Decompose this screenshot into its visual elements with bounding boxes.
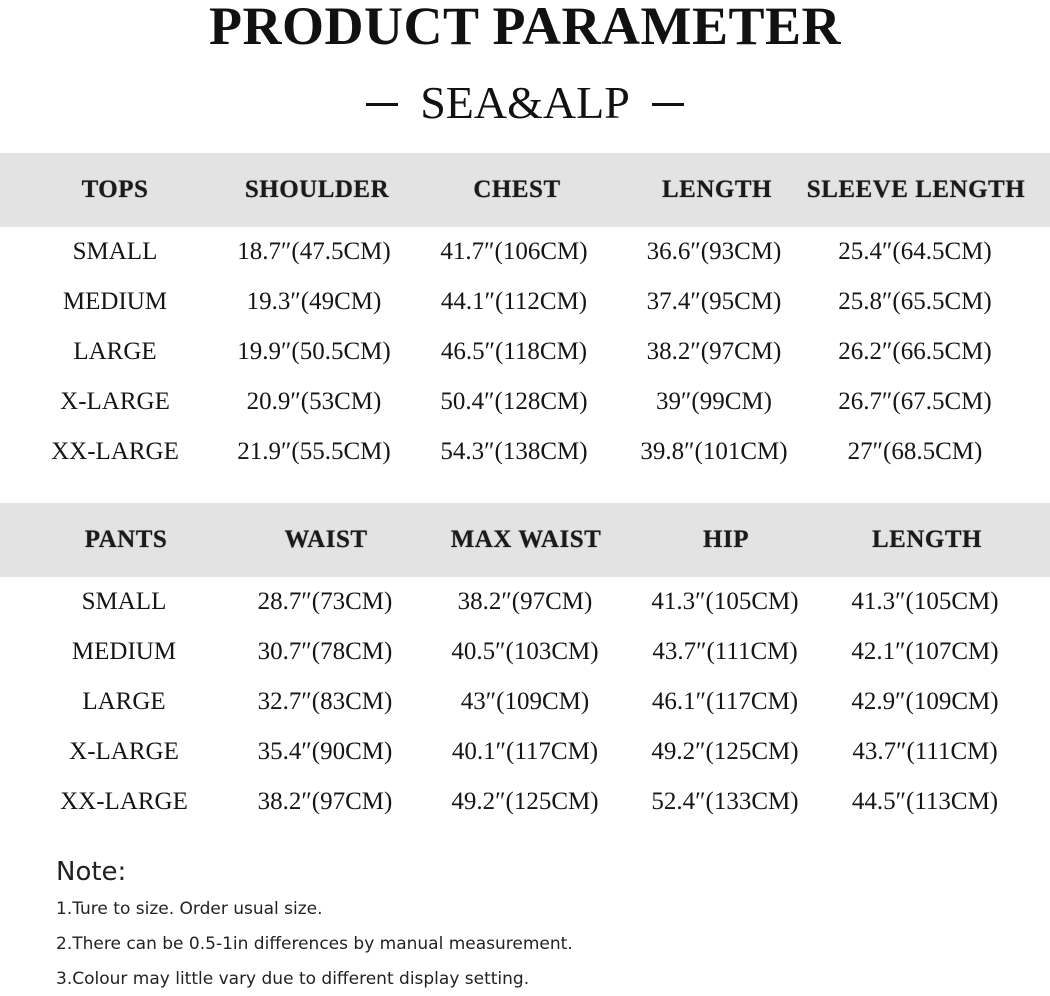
table-cell: 49.2″(125CM): [651, 738, 799, 765]
table-cell: 43.7″(111CM): [852, 738, 998, 765]
table-cell: 30.7″(78CM): [257, 638, 393, 665]
size-label: SMALL: [72, 238, 158, 265]
table-cell: 28.7″(73CM): [257, 588, 393, 615]
table-row: [0, 277, 1050, 327]
table-cell: 43.7″(111CM): [652, 638, 798, 665]
table-cell: 25.8″(65.5CM): [838, 288, 992, 315]
size-label: X-LARGE: [69, 738, 179, 765]
tops-col-header-size: TOPS: [81, 176, 149, 203]
pants-col-header-hip: HIP: [703, 526, 749, 553]
table-cell: 46.1″(117CM): [651, 688, 799, 715]
table-cell: 26.2″(66.5CM): [838, 338, 992, 365]
table-cell: 41.7″(106CM): [440, 238, 588, 265]
page-title: PRODUCT PARAMETER: [208, 0, 841, 56]
pants-header-row: [0, 503, 1050, 577]
brand-subtitle: [0, 75, 1050, 131]
table-cell: 54.3″(138CM): [440, 438, 588, 465]
brand-name: SEA&ALP: [420, 77, 630, 128]
size-label: X-LARGE: [60, 388, 170, 415]
table-cell: 41.3″(105CM): [651, 588, 799, 615]
table-row: [0, 777, 1050, 827]
table-cell: 19.9″(50.5CM): [237, 338, 391, 365]
table-cell: 52.4″(133CM): [651, 788, 799, 815]
table-cell: 19.3″(49CM): [246, 288, 382, 315]
table-cell: 42.9″(109CM): [851, 688, 999, 715]
table-cell: 44.1″(112CM): [440, 288, 588, 315]
table-cell: 35.4″(90CM): [257, 738, 393, 765]
table-cell: 49.2″(125CM): [451, 788, 599, 815]
table-cell: 39″(99CM): [656, 388, 772, 415]
table-cell: 26.7″(67.5CM): [838, 388, 992, 415]
table-cell: 38.2″(97CM): [457, 588, 593, 615]
size-label: MEDIUM: [71, 638, 177, 665]
note-heading: Note:: [56, 857, 127, 887]
table-cell: 40.5″(103CM): [451, 638, 599, 665]
table-cell: 18.7″(47.5CM): [237, 238, 391, 265]
size-label: SMALL: [81, 588, 167, 615]
table-row: [0, 677, 1050, 727]
pants-col-header-size: PANTS: [84, 526, 168, 553]
size-label: XX-LARGE: [60, 788, 188, 815]
table-cell: 38.2″(97CM): [257, 788, 393, 815]
table-cell: 37.4″(95CM): [646, 288, 782, 315]
tops-col-header-length: LENGTH: [662, 176, 772, 203]
note-line: 1.Ture to size. Order usual size.: [56, 899, 323, 919]
table-row: [0, 377, 1050, 427]
table-cell: 20.9″(53CM): [246, 388, 382, 415]
table-row: [0, 627, 1050, 677]
size-label: XX-LARGE: [51, 438, 179, 465]
note-line: 2.There can be 0.5-1in differences by manual measurement.: [56, 934, 573, 954]
tops-col-header-shoulder: SHOULDER: [244, 176, 390, 203]
table-row: [0, 227, 1050, 277]
table-row: [0, 577, 1050, 627]
pants-col-header-length: LENGTH: [872, 526, 982, 553]
tops-col-header-sleeve-length: SLEEVE LENGTH: [806, 176, 1026, 203]
pants-col-header-waist: WAIST: [284, 526, 368, 553]
size-label: MEDIUM: [62, 288, 168, 315]
table-cell: 25.4″(64.5CM): [838, 238, 992, 265]
table-cell: 46.5″(118CM): [440, 338, 588, 365]
table-row: [0, 727, 1050, 777]
table-cell: 43″(109CM): [460, 688, 590, 715]
table-cell: 50.4″(128CM): [440, 388, 588, 415]
size-label: LARGE: [73, 338, 157, 365]
note-line: 3.Colour may little vary due to different display setting.: [56, 969, 530, 989]
size-label: LARGE: [82, 688, 166, 715]
table-cell: 32.7″(83CM): [257, 688, 393, 715]
pants-col-header-max-waist: MAX WAIST: [450, 526, 602, 553]
table-cell: 21.9″(55.5CM): [237, 438, 391, 465]
tops-col-header-chest: CHEST: [473, 176, 561, 203]
table-row: [0, 427, 1050, 477]
tops-header-row: [0, 153, 1050, 227]
left-dash-decoration: [366, 103, 398, 106]
table-cell: 38.2″(97CM): [646, 338, 782, 365]
right-dash-decoration: [652, 103, 684, 106]
table-cell: 44.5″(113CM): [851, 788, 999, 815]
table-cell: 40.1″(117CM): [451, 738, 599, 765]
table-cell: 39.8″(101CM): [640, 438, 788, 465]
table-cell: 42.1″(107CM): [851, 638, 999, 665]
table-cell: 36.6″(93CM): [646, 238, 782, 265]
table-row: [0, 327, 1050, 377]
table-cell: 41.3″(105CM): [851, 588, 999, 615]
table-cell: 27″(68.5CM): [847, 438, 983, 465]
